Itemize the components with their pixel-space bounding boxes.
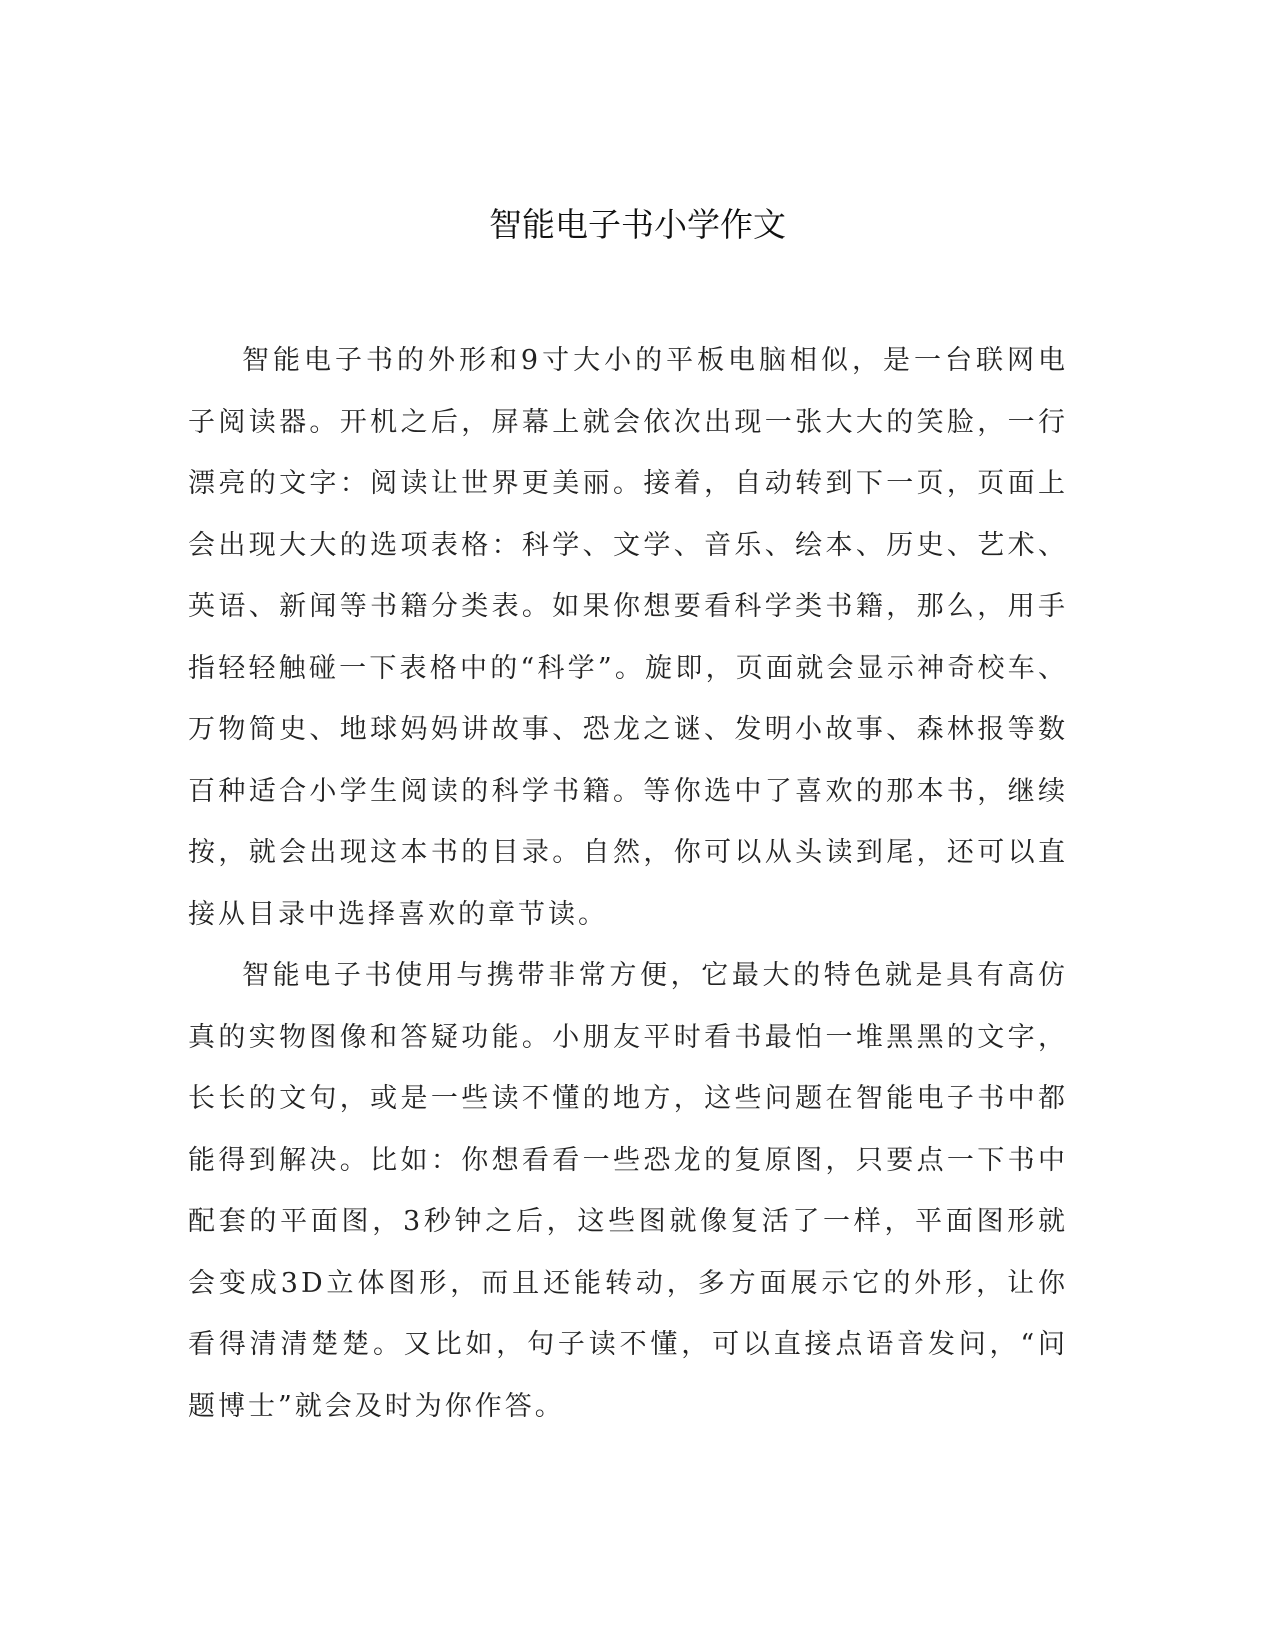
document-title: 智能电子书小学作文: [489, 205, 786, 244]
paragraph-2: 智能电子书使用与携带非常方便，它最大的特色就是具有高仿真的实物图像和答疑功能。小朋友平时看书最怕一堆黑黑的文字，长长的文句，或是一些读不懂的地方，这些问题在智能电子书中都能得到解决。比如：你想看看一些恐龙的复原图，只要点一下书中配套的平面图，3秒钟之后，这些图就像复活了一样，平面图形就会变成3D立体图形，而且还能转动，多方面展示它的外形，让你看得清清楚楚。又比如，句子读不懂，可以直接点语音发问，“问题博士”就会及时为你作答。: [188, 960, 1068, 1422]
paragraph-1: 智能电子书的外形和9寸大小的平板电脑相似，是一台联网电子阅读器。开机之后，屏幕上就会依次出现一张大大的笑脸，一行漂亮的文字：阅读让世界更美丽。接着，自动转到下一页，页面上会出现大大的选项表格：科学、文学、音乐、绘本、历史、艺术、英语、新闻等书籍分类表。如果你想要看科学类书籍，那么，用手指轻轻触碰一下表格中的“科学”。旋即，页面就会显示神奇校车、万物简史、地球妈妈讲故事、恐龙之谜、发明小故事、森林报等数百种适合小学生阅读的科学书籍。等你选中了喜欢的那本书，继续按，就会出现这本书的目录。自然，你可以从头读到尾，还可以直接从目录中选择喜欢的章节读。: [188, 345, 1068, 930]
document-body: [188, 330, 1068, 1437]
